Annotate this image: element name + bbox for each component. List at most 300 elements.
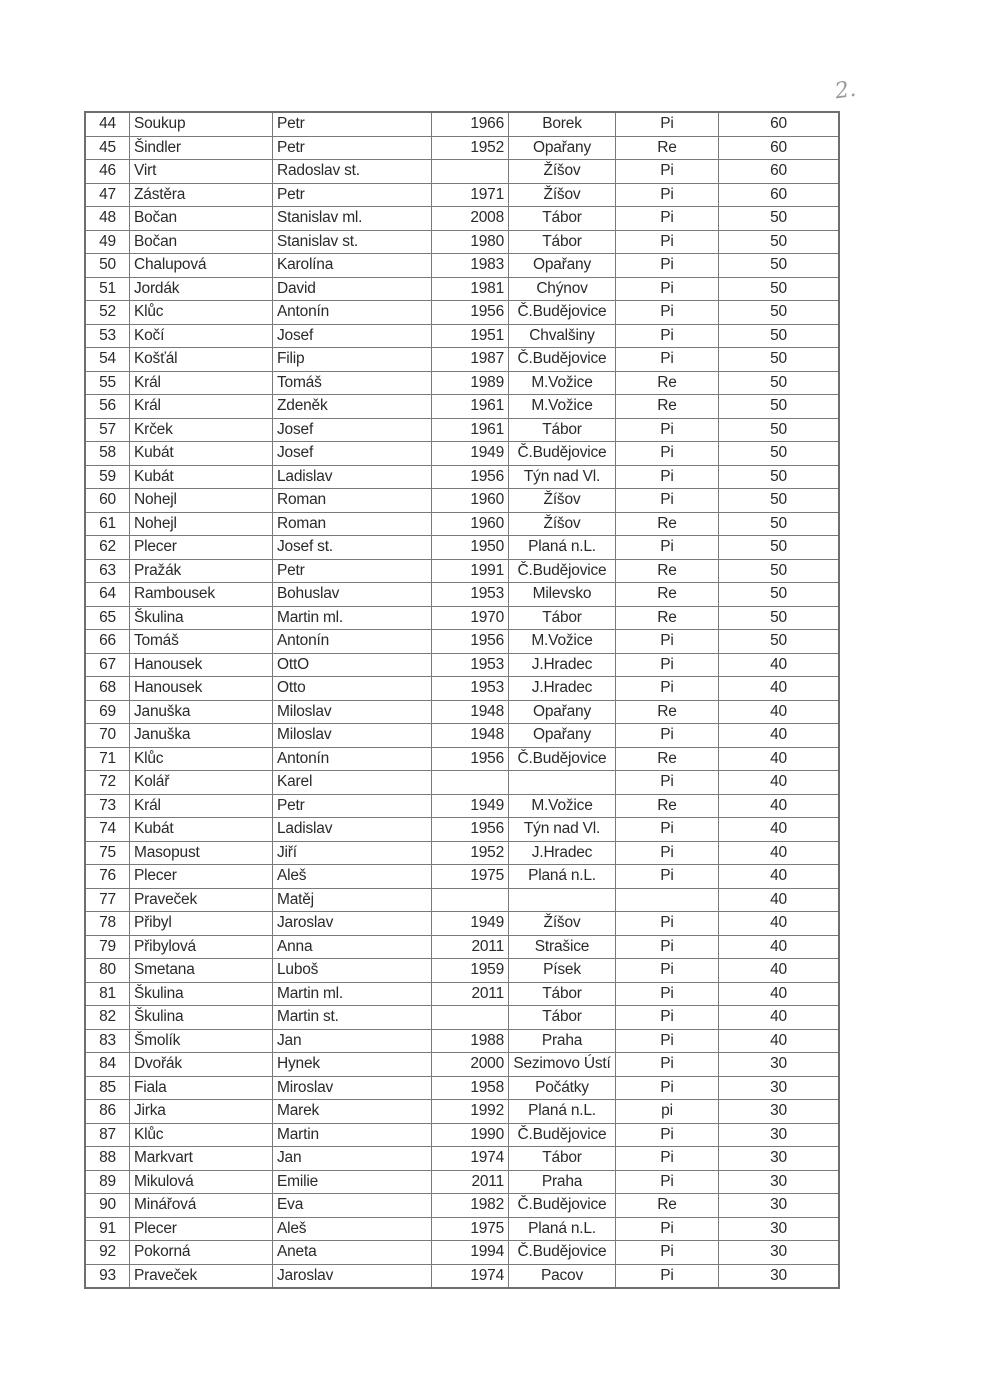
town-cell: Sezimovo Ústí	[509, 1053, 616, 1077]
surname-cell: Januška	[130, 700, 273, 724]
points-cell: 50	[719, 536, 840, 560]
birth-year-cell: 1981	[432, 277, 509, 301]
table-row	[85, 112, 839, 136]
table-row	[85, 888, 839, 912]
town-cell: Č.Budějovice	[509, 559, 616, 583]
surname-cell: Praveček	[130, 888, 273, 912]
birth-year-cell: 1975	[432, 1217, 509, 1241]
rank-cell: 78	[85, 912, 130, 936]
class-cell: Re	[616, 559, 719, 583]
surname-cell: Rambousek	[130, 583, 273, 607]
town-cell: Žíšov	[509, 160, 616, 184]
first-name-cell: Zdeněk	[273, 395, 432, 419]
table-row	[85, 959, 839, 983]
surname-cell: Chalupová	[130, 254, 273, 278]
points-cell: 30	[719, 1170, 840, 1194]
points-cell: 60	[719, 183, 840, 207]
town-cell	[509, 771, 616, 795]
points-cell: 50	[719, 395, 840, 419]
surname-cell: Kočí	[130, 324, 273, 348]
table-row	[85, 1100, 839, 1124]
rank-cell: 75	[85, 841, 130, 865]
page-number-mark: 2.	[833, 76, 858, 105]
first-name-cell: Anna	[273, 935, 432, 959]
town-cell: Planá n.L.	[509, 536, 616, 560]
class-cell: Pi	[616, 442, 719, 466]
table-row	[85, 912, 839, 936]
first-name-cell: Petr	[273, 794, 432, 818]
table-row	[85, 1123, 839, 1147]
first-name-cell: Josef	[273, 418, 432, 442]
surname-cell: Přibylová	[130, 935, 273, 959]
rank-cell: 89	[85, 1170, 130, 1194]
points-cell: 50	[719, 583, 840, 607]
rank-cell: 90	[85, 1194, 130, 1218]
points-cell: 50	[719, 606, 840, 630]
town-cell: Č.Budějovice	[509, 1194, 616, 1218]
points-cell: 40	[719, 841, 840, 865]
first-name-cell: Jaroslav	[273, 912, 432, 936]
rank-cell: 67	[85, 653, 130, 677]
first-name-cell: Ladislav	[273, 818, 432, 842]
town-cell: Opařany	[509, 724, 616, 748]
town-cell: Opařany	[509, 700, 616, 724]
town-cell: Tábor	[509, 1147, 616, 1171]
surname-cell: Zástěra	[130, 183, 273, 207]
rank-cell: 49	[85, 230, 130, 254]
town-cell: Písek	[509, 959, 616, 983]
class-cell: Pi	[616, 160, 719, 184]
first-name-cell: Josef	[273, 324, 432, 348]
class-cell: Pi	[616, 277, 719, 301]
birth-year-cell: 1956	[432, 747, 509, 771]
table-row	[85, 277, 839, 301]
class-cell: Pi	[616, 324, 719, 348]
class-cell: Re	[616, 395, 719, 419]
first-name-cell: Radoslav st.	[273, 160, 432, 184]
class-cell: Re	[616, 136, 719, 160]
first-name-cell: Matěj	[273, 888, 432, 912]
surname-cell: Plecer	[130, 536, 273, 560]
birth-year-cell: 1994	[432, 1241, 509, 1265]
surname-cell: Nohejl	[130, 512, 273, 536]
surname-cell: Virt	[130, 160, 273, 184]
class-cell: Pi	[616, 1217, 719, 1241]
town-cell: Planá n.L.	[509, 1100, 616, 1124]
rank-cell: 93	[85, 1264, 130, 1288]
birth-year-cell: 1956	[432, 465, 509, 489]
class-cell: Pi	[616, 230, 719, 254]
first-name-cell: Filip	[273, 348, 432, 372]
first-name-cell: Aleš	[273, 865, 432, 889]
class-cell: Pi	[616, 1006, 719, 1030]
surname-cell: Markvart	[130, 1147, 273, 1171]
table-row	[85, 254, 839, 278]
rank-cell: 79	[85, 935, 130, 959]
birth-year-cell: 1951	[432, 324, 509, 348]
town-cell: Opařany	[509, 136, 616, 160]
points-cell: 50	[719, 630, 840, 654]
town-cell: M.Vožice	[509, 630, 616, 654]
class-cell: Re	[616, 700, 719, 724]
first-name-cell: Luboš	[273, 959, 432, 983]
points-cell: 30	[719, 1217, 840, 1241]
first-name-cell: Emilie	[273, 1170, 432, 1194]
rank-cell: 74	[85, 818, 130, 842]
first-name-cell: Otto	[273, 677, 432, 701]
points-cell: 40	[719, 1029, 840, 1053]
first-name-cell: Tomáš	[273, 371, 432, 395]
birth-year-cell: 1953	[432, 653, 509, 677]
birth-year-cell: 1992	[432, 1100, 509, 1124]
class-cell: Re	[616, 794, 719, 818]
town-cell: Tábor	[509, 606, 616, 630]
table-row	[85, 1217, 839, 1241]
table-row	[85, 418, 839, 442]
surname-cell: Nohejl	[130, 489, 273, 513]
surname-cell: Klůc	[130, 301, 273, 325]
surname-cell: Bočan	[130, 207, 273, 231]
town-cell: Týn nad Vl.	[509, 465, 616, 489]
town-cell: Opařany	[509, 254, 616, 278]
class-cell: Pi	[616, 1147, 719, 1171]
rank-cell: 81	[85, 982, 130, 1006]
table-row	[85, 724, 839, 748]
class-cell: Pi	[616, 1076, 719, 1100]
birth-year-cell: 1991	[432, 559, 509, 583]
rank-cell: 66	[85, 630, 130, 654]
class-cell: pi	[616, 1100, 719, 1124]
rank-cell: 71	[85, 747, 130, 771]
birth-year-cell: 1949	[432, 794, 509, 818]
first-name-cell: Stanislav st.	[273, 230, 432, 254]
first-name-cell: Miloslav	[273, 700, 432, 724]
class-cell	[616, 888, 719, 912]
birth-year-cell: 1961	[432, 418, 509, 442]
birth-year-cell: 2011	[432, 1170, 509, 1194]
first-name-cell: Karel	[273, 771, 432, 795]
first-name-cell: Jaroslav	[273, 1264, 432, 1288]
town-cell: Borek	[509, 112, 616, 136]
birth-year-cell: 1956	[432, 630, 509, 654]
table-row	[85, 1029, 839, 1053]
surname-cell: Kubát	[130, 442, 273, 466]
table-row	[85, 653, 839, 677]
table-row	[85, 982, 839, 1006]
town-cell: Žíšov	[509, 912, 616, 936]
birth-year-cell: 1960	[432, 489, 509, 513]
town-cell: Tábor	[509, 207, 616, 231]
points-cell: 50	[719, 301, 840, 325]
town-cell: Tábor	[509, 418, 616, 442]
town-cell: Týn nad Vl.	[509, 818, 616, 842]
town-cell: Č.Budějovice	[509, 301, 616, 325]
first-name-cell: Roman	[273, 512, 432, 536]
rank-cell: 54	[85, 348, 130, 372]
first-name-cell: Petr	[273, 559, 432, 583]
points-cell: 60	[719, 160, 840, 184]
birth-year-cell: 1952	[432, 136, 509, 160]
table-row	[85, 771, 839, 795]
town-cell: Planá n.L.	[509, 1217, 616, 1241]
points-cell: 50	[719, 559, 840, 583]
table-row	[85, 1053, 839, 1077]
surname-cell: Smetana	[130, 959, 273, 983]
class-cell: Re	[616, 1194, 719, 1218]
table-row	[85, 230, 839, 254]
class-cell: Re	[616, 512, 719, 536]
town-cell: Počátky	[509, 1076, 616, 1100]
class-cell: Pi	[616, 1029, 719, 1053]
birth-year-cell: 1956	[432, 818, 509, 842]
rank-cell: 55	[85, 371, 130, 395]
first-name-cell: Antonín	[273, 301, 432, 325]
class-cell: Pi	[616, 489, 719, 513]
birth-year-cell: 1961	[432, 395, 509, 419]
first-name-cell: Martin	[273, 1123, 432, 1147]
class-cell: Re	[616, 606, 719, 630]
points-cell: 30	[719, 1100, 840, 1124]
rank-cell: 50	[85, 254, 130, 278]
class-cell: Re	[616, 371, 719, 395]
points-cell: 30	[719, 1123, 840, 1147]
class-cell: Pi	[616, 1170, 719, 1194]
class-cell: Pi	[616, 1241, 719, 1265]
rank-cell: 62	[85, 536, 130, 560]
class-cell: Pi	[616, 959, 719, 983]
class-cell: Pi	[616, 935, 719, 959]
class-cell: Pi	[616, 254, 719, 278]
surname-cell: Jordák	[130, 277, 273, 301]
town-cell: Žíšov	[509, 512, 616, 536]
surname-cell: Masopust	[130, 841, 273, 865]
rank-cell: 61	[85, 512, 130, 536]
first-name-cell: Josef st.	[273, 536, 432, 560]
birth-year-cell: 1953	[432, 677, 509, 701]
points-cell: 50	[719, 371, 840, 395]
points-cell: 40	[719, 818, 840, 842]
rank-cell: 45	[85, 136, 130, 160]
table-row	[85, 160, 839, 184]
surname-cell: Košťál	[130, 348, 273, 372]
points-cell: 30	[719, 1194, 840, 1218]
birth-year-cell: 1974	[432, 1147, 509, 1171]
rank-cell: 76	[85, 865, 130, 889]
surname-cell: Šindler	[130, 136, 273, 160]
surname-cell: Šmolík	[130, 1029, 273, 1053]
town-cell: Č.Budějovice	[509, 1123, 616, 1147]
birth-year-cell: 1974	[432, 1264, 509, 1288]
rank-cell: 53	[85, 324, 130, 348]
table-row	[85, 371, 839, 395]
table-row	[85, 606, 839, 630]
rank-cell: 91	[85, 1217, 130, 1241]
birth-year-cell: 1953	[432, 583, 509, 607]
rank-cell: 86	[85, 1100, 130, 1124]
class-cell: Pi	[616, 724, 719, 748]
table-row	[85, 183, 839, 207]
class-cell: Re	[616, 583, 719, 607]
birth-year-cell: 2011	[432, 982, 509, 1006]
rank-cell: 80	[85, 959, 130, 983]
rank-cell: 56	[85, 395, 130, 419]
rank-cell: 92	[85, 1241, 130, 1265]
town-cell: Chvalšiny	[509, 324, 616, 348]
birth-year-cell	[432, 160, 509, 184]
table-row	[85, 489, 839, 513]
town-cell: Praha	[509, 1029, 616, 1053]
table-row	[85, 1194, 839, 1218]
table-row	[85, 1147, 839, 1171]
table-row	[85, 301, 839, 325]
class-cell: Pi	[616, 982, 719, 1006]
surname-cell: Klůc	[130, 1123, 273, 1147]
town-cell: Č.Budějovice	[509, 1241, 616, 1265]
table-row	[85, 1241, 839, 1265]
points-cell: 50	[719, 230, 840, 254]
town-cell: Žíšov	[509, 489, 616, 513]
first-name-cell: Josef	[273, 442, 432, 466]
points-cell: 50	[719, 277, 840, 301]
points-cell: 40	[719, 865, 840, 889]
town-cell: M.Vožice	[509, 395, 616, 419]
first-name-cell: Jan	[273, 1029, 432, 1053]
surname-cell: Fiala	[130, 1076, 273, 1100]
points-cell: 40	[719, 959, 840, 983]
surname-cell: Tomáš	[130, 630, 273, 654]
first-name-cell: Petr	[273, 112, 432, 136]
class-cell: Pi	[616, 865, 719, 889]
town-cell: Pacov	[509, 1264, 616, 1288]
birth-year-cell	[432, 1006, 509, 1030]
class-cell: Pi	[616, 841, 719, 865]
first-name-cell: Antonín	[273, 747, 432, 771]
points-cell: 50	[719, 512, 840, 536]
birth-year-cell: 1950	[432, 536, 509, 560]
points-cell: 50	[719, 348, 840, 372]
first-name-cell: Antonín	[273, 630, 432, 654]
rank-cell: 52	[85, 301, 130, 325]
table-row	[85, 512, 839, 536]
table-row	[85, 465, 839, 489]
class-cell: Pi	[616, 912, 719, 936]
points-cell: 40	[719, 912, 840, 936]
table-row	[85, 865, 839, 889]
class-cell: Pi	[616, 418, 719, 442]
points-cell: 30	[719, 1147, 840, 1171]
table-row	[85, 324, 839, 348]
rank-cell: 59	[85, 465, 130, 489]
surname-cell: Kubát	[130, 818, 273, 842]
first-name-cell: Petr	[273, 183, 432, 207]
points-cell: 30	[719, 1241, 840, 1265]
rank-cell: 85	[85, 1076, 130, 1100]
surname-cell: Král	[130, 371, 273, 395]
points-cell: 50	[719, 324, 840, 348]
points-cell: 40	[719, 747, 840, 771]
table-row	[85, 935, 839, 959]
birth-year-cell: 1966	[432, 112, 509, 136]
surname-cell: Škulina	[130, 1006, 273, 1030]
class-cell: Pi	[616, 301, 719, 325]
rank-cell: 51	[85, 277, 130, 301]
birth-year-cell: 1989	[432, 371, 509, 395]
points-cell: 50	[719, 418, 840, 442]
surname-cell: Klůc	[130, 747, 273, 771]
town-cell: M.Vožice	[509, 371, 616, 395]
birth-year-cell: 2008	[432, 207, 509, 231]
table-row	[85, 348, 839, 372]
town-cell: Č.Budějovice	[509, 348, 616, 372]
table-row	[85, 700, 839, 724]
town-cell: Strašice	[509, 935, 616, 959]
class-cell: Pi	[616, 653, 719, 677]
birth-year-cell: 1948	[432, 724, 509, 748]
town-cell	[509, 888, 616, 912]
birth-year-cell: 1988	[432, 1029, 509, 1053]
surname-cell: Kubát	[130, 465, 273, 489]
first-name-cell: Marek	[273, 1100, 432, 1124]
surname-cell: Krček	[130, 418, 273, 442]
class-cell: Pi	[616, 536, 719, 560]
table-row	[85, 1264, 839, 1288]
rank-cell: 68	[85, 677, 130, 701]
table-row	[85, 1170, 839, 1194]
surname-cell: Škulina	[130, 982, 273, 1006]
surname-cell: Soukup	[130, 112, 273, 136]
rank-cell: 47	[85, 183, 130, 207]
class-cell: Re	[616, 747, 719, 771]
birth-year-cell: 1982	[432, 1194, 509, 1218]
surname-cell: Januška	[130, 724, 273, 748]
town-cell: Č.Budějovice	[509, 442, 616, 466]
birth-year-cell: 1959	[432, 959, 509, 983]
surname-cell: Král	[130, 395, 273, 419]
birth-year-cell: 1990	[432, 1123, 509, 1147]
rank-cell: 63	[85, 559, 130, 583]
surname-cell: Plecer	[130, 865, 273, 889]
first-name-cell: OttO	[273, 653, 432, 677]
points-cell: 40	[719, 1006, 840, 1030]
points-cell: 60	[719, 112, 840, 136]
town-cell: Č.Budějovice	[509, 747, 616, 771]
rank-cell: 46	[85, 160, 130, 184]
town-cell: Chýnov	[509, 277, 616, 301]
birth-year-cell: 1956	[432, 301, 509, 325]
first-name-cell: Karolína	[273, 254, 432, 278]
surname-cell: Bočan	[130, 230, 273, 254]
surname-cell: Hanousek	[130, 677, 273, 701]
points-cell: 60	[719, 136, 840, 160]
rank-cell: 88	[85, 1147, 130, 1171]
rank-cell: 72	[85, 771, 130, 795]
birth-year-cell: 1948	[432, 700, 509, 724]
points-cell: 40	[719, 982, 840, 1006]
first-name-cell: Aneta	[273, 1241, 432, 1265]
birth-year-cell: 2000	[432, 1053, 509, 1077]
table-row	[85, 818, 839, 842]
table-row	[85, 794, 839, 818]
first-name-cell: Martin st.	[273, 1006, 432, 1030]
class-cell: Pi	[616, 677, 719, 701]
first-name-cell: Martin ml.	[273, 982, 432, 1006]
class-cell: Pi	[616, 630, 719, 654]
points-cell: 30	[719, 1076, 840, 1100]
town-cell: Tábor	[509, 982, 616, 1006]
rank-cell: 48	[85, 207, 130, 231]
rank-cell: 58	[85, 442, 130, 466]
points-cell: 40	[719, 677, 840, 701]
